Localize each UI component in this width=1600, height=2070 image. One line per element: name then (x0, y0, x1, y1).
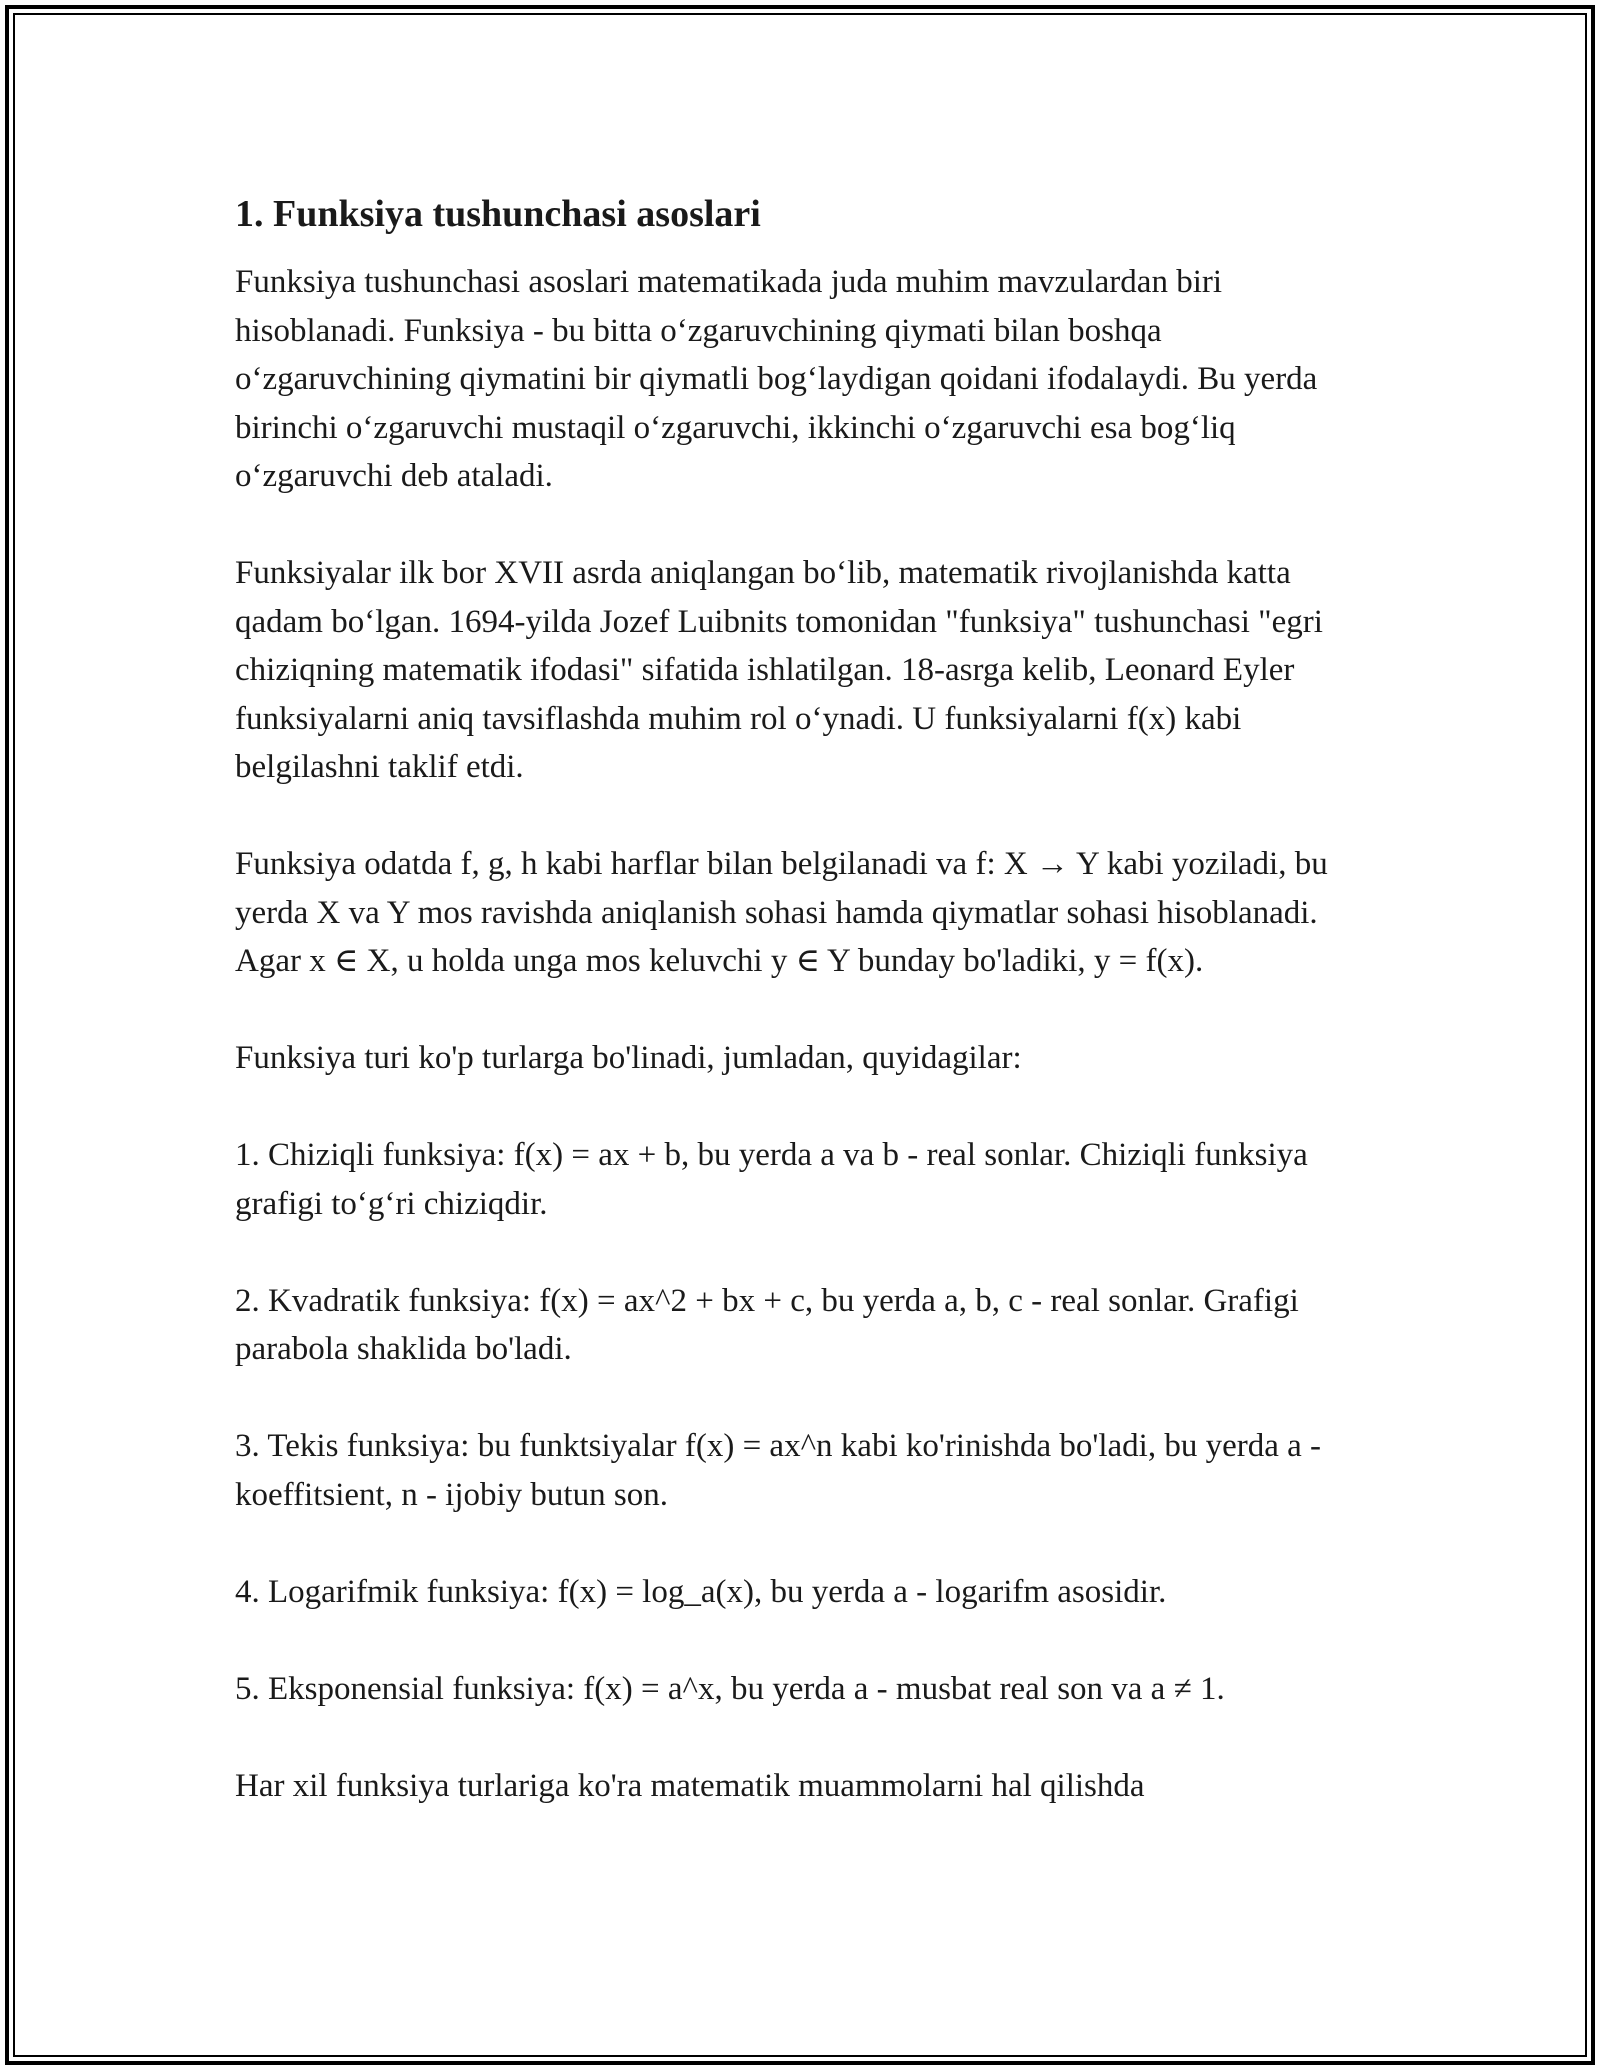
list-item-power: 3. Tekis funksiya: bu funktsiyalar f(x) = ax^n kabi ko'rinishda bo'ladi, bu yerda a - koeffitsient, n - ijobiy butun son. (235, 1428, 1321, 1513)
paragraph-types-intro: Funksiya turi ko'p turlarga bo'linadi, jumladan, quyidagilar: (235, 1040, 1022, 1076)
paragraph-notation: Funksiya odatda f, g, h kabi harflar bilan belgilanadi va f: X → Y kabi yoziladi, bu yerda X va Y mos ravishda aniqlanish sohasi hamda qiymatlar sohasi hisoblanadi. Agar x ∈ X, u holda unga mos keluvchi y ∈ Y bunday bo'ladiki, y = f(x). (235, 846, 1328, 979)
list-item-exponential: 5. Eksponensial funksiya: f(x) = a^x, bu yerda a - musbat real son va a ≠ 1. (235, 1670, 1225, 1707)
document-body (235, 188, 1375, 1810)
list-item-logarithmic: 4. Logarifmik funksiya: f(x) = log_a(x), bu yerda a - logarifm asosidir. (235, 1573, 1167, 1610)
section-heading: 1. Funksiya tushunchasi asoslari (235, 193, 761, 235)
list-item-quadratic: 2. Kvadratik funksiya: f(x) = ax^2 + bx + c, bu yerda a, b, c - real sonlar. Grafigi parabola shaklida bo'ladi. (235, 1282, 1299, 1367)
paragraph-history: Funksiyalar ilk bor XVII asrda aniqlangan bo‘lib, matematik rivojlanishda katta qadam bo‘lgan. 1694-yilda Jozef Luibnits tomonidan "funksiya" tushunchasi "egri chiziqning matematik ifodasi" sifatida ishlatilgan. 18-asrga kelib, Leonard Eyler funksiyalarni aniq tavsiflashda muhim rol o‘ynadi. U funksiyalarni f(x) kabi belgilashni taklif etdi. (235, 555, 1323, 785)
paragraph-closing: Har xil funksiya turlariga ko'ra matematik muammolarni hal qilishda (235, 1767, 1145, 1804)
paragraph-intro: Funksiya tushunchasi asoslari matematikada juda muhim mavzulardan biri hisoblanadi. Funksiya - bu bitta o‘zgaruvchining qiymati bilan boshqa o‘zgaruvchining qiymatini bir qiymatli bog‘laydigan qoidani ifodalaydi. Bu yerda birinchi o‘zgaruvchi mustaqil o‘zgaruvchi, ikkinchi o‘zgaruvchi esa bog‘liq o‘zgaruvchi deb ataladi. (235, 264, 1318, 494)
list-item-linear: 1. Chiziqli funksiya: f(x) = ax + b, bu yerda a va b - real sonlar. Chiziqli funksiya grafigi to‘g‘ri chiziqdir. (235, 1137, 1308, 1222)
